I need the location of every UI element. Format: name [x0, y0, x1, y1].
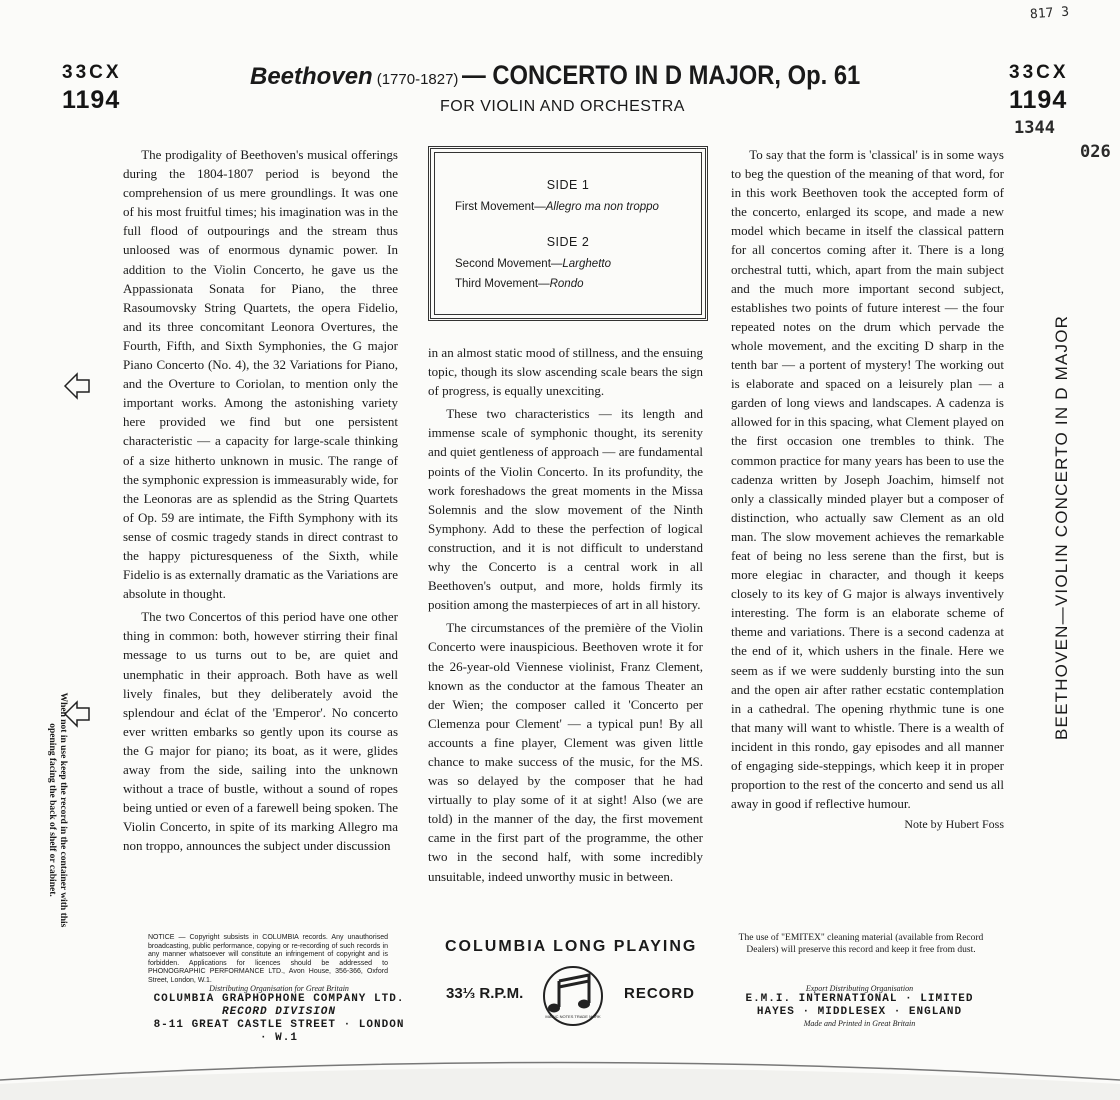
columbia-logo [537, 965, 609, 1027]
side-heading: SIDE 2 [546, 235, 590, 249]
distributor-label: Export Distributing Organisation [805, 984, 914, 993]
emitex-note: The use of "EMITEX" cleaning material (available from Record Dealers) will preserve this record and keep it free from dust. [738, 933, 984, 955]
catalog-number-left [62, 62, 122, 115]
label-rpm: 33⅓ R.P.M. [446, 985, 524, 1002]
distributor-uk [148, 984, 410, 1045]
track-listing-box [428, 146, 708, 321]
distributor-address: 8-11 GREAT CASTLE STREET · LONDON · W.1 [153, 1019, 405, 1044]
distributor-label: Distributing Organisation for Great Britain [209, 984, 349, 993]
distributor-export [722, 984, 997, 1028]
catalog-prefix: 33CX [1009, 62, 1069, 83]
spine-title: BEETHOVEN—VIOLIN CONCERTO IN D MAJOR [1052, 314, 1071, 740]
author-credit: Note by Hubert Foss [904, 817, 1004, 832]
paragraph: The two Concertos of this period have one other thing in common: both, however stirring their final message to us turns out to be, are quiet and unemphatic in their approach. Both have as well lively finales, but they deliberately avoid the splendour and éclat of the 'Emperor'. No concerto ever written embarks so gently upon its course as the G major for piano; its boat, as it were, glides away from the side, sailing into the unknown without a trace of bustle, without a sound of ropes being untied or even of a farewell being spoken. The Violin Concerto, in spite of its marking Allegro ma non troppo, announces the subject under discussion [123, 609, 398, 854]
notes-column-3 [731, 145, 1004, 834]
handwritten-mark: 817 3 [1029, 4, 1070, 23]
movement-name: First Movement— [455, 201, 546, 213]
composer-dates: (1770-1827) [376, 71, 459, 88]
side-heading: SIDE 1 [546, 178, 590, 192]
paragraph: The prodigality of Beethoven's musical offerings during the 1804-1807 period is beyond the comprehension of us mere groundlings. It was one of his most fruitful times; his imagination was in the full flood of outpourings and the stream thus unloosed was of enormous dynamic power. In addition to the Violin Concerto, he gave us the Appassionata Sonata for Piano, the three Rasoumovsky String Quartets, the opera Fidelio, and its three concomitant Leonora Overtures, the Fourth, Fifth, and Sixth Symphonies, the G major Piano Concerto (No. 4), the 32 Variations for Piano, and the Overture to Coriolan, to mention only the important works. Among the astonishing variety here provided we find but one persistent characteristic — a capacity for large-scale thinking of a size hitherto unknown in music. The range of the symphonic expression is immeasurably wide, for the Leonoras are as splendid as the String Quartets of Op. 59 are intimate, the Fifth Symphony with its sense of cosmic tragedy stands in direct contrast to the happy picturesqueness of the Sixth, while Fidelio is as externally dramatic as the Variations are absolute in thought. [123, 147, 398, 602]
made-in: Made and Printed in Great Britain [803, 1019, 916, 1028]
label-record: RECORD [624, 985, 696, 1002]
label-long-playing: COLUMBIA LONG PLAYING [445, 938, 698, 955]
arrow-left-icon [63, 372, 91, 400]
paragraph: To say that the form is 'classical' is in some ways to beg the question of the meaning of that word, for in this work Beethoven took the accepted form of the concerto, enlarged its scope, and made a new model which became in itself the classical pattern for all concertos coming after it. There is a long orchestral tutti, which, apart from the main subject and the much more important second subject, establishes two points of future interest — the four repeated notes on the drum which pervade the whole movement, and the exciting D sharp in the tenth bar — a portent of mystery! The working out is elaborate and spaced on a leisurely plan — a garden of long views and landscapes. A cadenza is allowed for in this spacing, what Clement played on the first occasion one trembles to think. The common practice for many years has been to use the cadenza written by Joseph Joachim, himself not only a classically minded player but a composer of distinction, who actually saw Clement as an old man. The slow movement achieves the remarkable feat of being no less serene than the first, but is more elegiac in character, and though it keeps closely to its key of G major is always inventively interesting. The form is an elaborate scheme of theme and variations. There is a second cadenza at the end of it, which ushers in the finale. Here we seem as if we were suddenly bursting into the sun and the open air after rather ecstatic contemplation in a cathedral. The opening rhythmic tune is one that many will want to whistle. There is a wealth of incident in this rondo, gay episodes and all manner of engaging side-steppings, which keep it in proper proportion to the rest of the concerto and send us all away in good if reflective humour. [731, 147, 1004, 812]
track-item [455, 201, 659, 213]
copyright-notice: NOTICE — Copyright subsists in COLUMBIA records. Any unauthorised broadcasting, public performance, copying or re-recording of such records in any manner whatsoever will constitute an infringement of copyright and is forbidden. Applications for licences should be addressed to PHONOGRAPHIC PERFORMANCE LTD., Avon House, 356-366, Oxford Street, London, W.1. [148, 934, 388, 984]
movement-tempo: Rondo [549, 278, 584, 290]
notes-column-2 [428, 343, 703, 886]
paragraph: in an almost static mood of stillness, and the ensuing topic, though its slow ascending scale bears the sign of progress, is equally unexciting. [428, 345, 703, 399]
movement-name: Second Movement— [455, 258, 563, 270]
storage-instruction: When not in use keep the record in the container with this opening facing the back of shelf or cabinet. [47, 692, 68, 928]
movement-tempo: Larghetto [562, 258, 611, 270]
stamp-number: 026 [1080, 142, 1111, 162]
distributor-division: RECORD DIVISION [221, 1006, 337, 1018]
catalog-number: 1194 [62, 86, 121, 114]
paragraph: These two characteristics — its length and immense scale of symphonic thought, its serenity and quiet gentleness of approach — are fundamental points of the Violin Concerto. In its profundity, the work foreshadows the great moments in the Missa Solemnis and the slow movement of the Ninth Symphony. Add to these the perfection of logical construction, and it is not difficult to understand why the Concerto is a central work in all Beethoven's output, and more, holds firmly its position among the masterpieces of art in all history. [428, 406, 703, 613]
catalog-prefix: 33CX [62, 62, 122, 83]
distributor-address: HAYES · MIDDLESEX · ENGLAND [756, 1006, 963, 1018]
sleeve-edge [0, 1040, 1120, 1100]
distributor-name: COLUMBIA GRAPHOPHONE COMPANY LTD. [153, 993, 405, 1005]
movement-name: Third Movement— [455, 278, 550, 290]
distributor-name: E.M.I. INTERNATIONAL · LIMITED [745, 993, 974, 1005]
catalog-number-right [1009, 62, 1069, 115]
logo-text: MAGIC NOTES TRADE MARK [545, 1014, 601, 1019]
work-title: — CONCERTO IN D MAJOR, Op. 61 [462, 60, 861, 90]
movement-tempo: Allegro ma non troppo [545, 201, 659, 213]
notes-column-1 [123, 145, 398, 855]
paragraph: The circumstances of the première of the Violin Concerto were inauspicious. Beethoven wrote it for the 26-year-old Viennese violinist, Franz Clement, known as the conductor at the famous Theater an der Wien; the composer called it 'Concerto per Clemenza pour Clement' — a typical pun! By all accounts a fine player, Clement was given little chance to make success of the music, for the MS. was so delayed by the composer that he had virtually to play some of it at sight! Also (we are told) in the manner of the day, the first movement came in the first part of the programme, the other two in the second half, with some incredibly unsuitable, indeed unworthy music in between. [428, 620, 703, 884]
stamp-number: 1344 [1014, 118, 1055, 138]
track-item [455, 278, 583, 290]
work-subtitle: FOR VIOLIN AND ORCHESTRA [440, 98, 685, 115]
composer-name: Beethoven [250, 63, 373, 90]
catalog-number: 1194 [1009, 86, 1068, 114]
track-item [455, 258, 611, 270]
title-line [250, 60, 915, 91]
